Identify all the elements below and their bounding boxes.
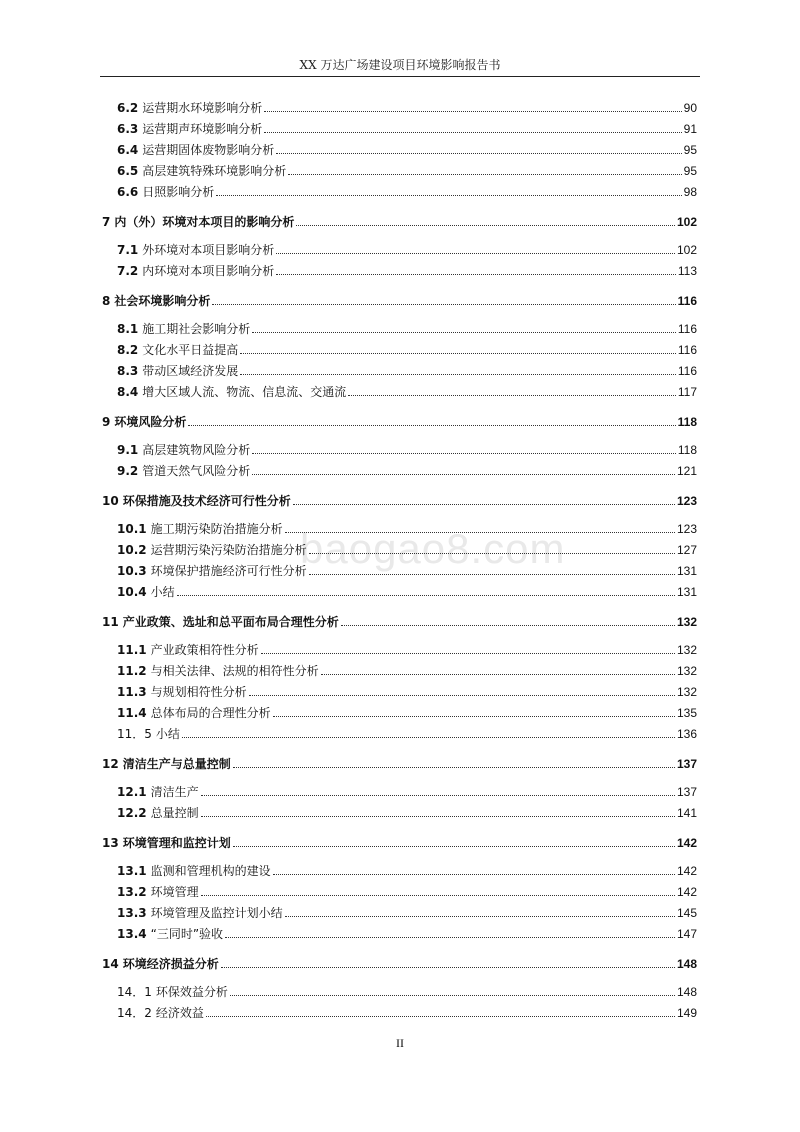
toc-leader-dots: [261, 653, 675, 654]
toc-entry-number: 11.3: [117, 685, 147, 699]
toc-entry-title: 施工期社会影响分析: [142, 322, 251, 336]
toc-leader-dots: [348, 395, 676, 396]
toc-entry-number: 11.2: [117, 664, 147, 678]
toc-section-entry[interactable]: [117, 981, 697, 999]
toc-leader-dots: [206, 1016, 675, 1017]
toc-entry-title: 监测和管理机构的建设: [150, 864, 271, 878]
toc-entry-number: 13.1: [117, 864, 147, 878]
toc-entry-title: 环境经济损益分析: [122, 957, 219, 971]
toc-entry-title: 文化水平日益提高: [142, 343, 239, 357]
toc-entry-page: 142: [676, 885, 697, 899]
toc-entry-number: 8.4: [117, 385, 139, 399]
toc-section-entry[interactable]: [117, 181, 697, 199]
toc-section-entry[interactable]: [117, 118, 697, 136]
toc-chapter-entry[interactable]: [102, 611, 697, 629]
toc-entry-number: 13.4: [117, 927, 147, 941]
toc-section-entry[interactable]: [117, 97, 697, 115]
toc-section-entry[interactable]: [117, 360, 697, 378]
toc-leader-dots: [341, 625, 675, 626]
toc-leader-dots: [212, 304, 675, 305]
toc-entry-page: 118: [677, 443, 697, 457]
toc-entry-number: 6.5: [117, 164, 139, 178]
toc-leader-dots: [321, 674, 675, 675]
toc-entry-page: 116: [677, 343, 697, 357]
toc-entry-page: 123: [676, 522, 697, 536]
toc-entry-page: 137: [676, 785, 697, 799]
page-header: XX 万达广场建设项目环境影响报告书: [299, 58, 501, 72]
toc-entry-number: 8.2: [117, 343, 139, 357]
toc-entry-page: 148: [676, 957, 697, 971]
toc-entry-number: 6.4: [117, 143, 139, 157]
toc-entry-page: 136: [676, 727, 697, 741]
toc-entry-page: 147: [676, 927, 697, 941]
toc-entry-number: 11: [102, 615, 119, 629]
toc-entry-title: 管道天然气风险分析: [142, 464, 251, 478]
toc-entry-title: 环境管理和监控计划: [122, 836, 231, 850]
toc-entry-number: 14．2: [117, 1006, 152, 1020]
toc-leader-dots: [273, 716, 675, 717]
toc-entry-title: 总量控制: [150, 806, 199, 820]
toc-entry-title: 增大区域人流、物流、信息流、交通流: [142, 385, 347, 399]
toc-leader-dots: [201, 795, 675, 796]
toc-leader-dots: [285, 916, 675, 917]
toc-section-entry[interactable]: [117, 381, 697, 399]
toc-entry-title: 与规划相符性分析: [150, 685, 247, 699]
toc-entry-number: 13.2: [117, 885, 147, 899]
toc-entry-title: 环境管理及监控计划小结: [150, 906, 283, 920]
toc-entry-title: 运营期污染污染防治措施分析: [150, 543, 307, 557]
toc-entry-page: 127: [676, 543, 697, 557]
toc-entry-number: 11．5: [117, 727, 152, 741]
toc-chapter-entry[interactable]: [102, 832, 697, 850]
toc-entry-title: 运营期声环境影响分析: [142, 122, 263, 136]
toc-entry-page: 123: [676, 494, 697, 508]
toc-entry-title: 外环境对本项目影响分析: [142, 243, 275, 257]
toc-entry-page: 102: [676, 243, 697, 257]
toc-leader-dots: [188, 425, 675, 426]
toc-leader-dots: [249, 695, 675, 696]
toc-entry-number: 6.2: [117, 101, 139, 115]
toc-entry-page: 132: [676, 685, 697, 699]
toc-leader-dots: [216, 195, 681, 196]
toc-entry-number: 11.1: [117, 643, 147, 657]
toc-section-entry[interactable]: [117, 660, 697, 678]
toc-section-entry[interactable]: [117, 518, 697, 536]
page-number: II: [396, 1036, 404, 1050]
toc-entry-page: 132: [676, 615, 697, 629]
toc-entry-page: 116: [677, 364, 697, 378]
toc-leader-dots: [273, 874, 675, 875]
toc-entry-number: 14: [102, 957, 119, 971]
toc-chapter-entry[interactable]: [102, 411, 697, 429]
toc-leader-dots: [252, 474, 675, 475]
toc-entry-title: 小结: [150, 585, 175, 599]
toc-entry-page: 116: [677, 322, 697, 336]
toc-entry-page: 131: [676, 585, 697, 599]
toc-entry-number: 8: [102, 294, 111, 308]
toc-entry-page: 95: [683, 164, 697, 178]
toc-section-entry[interactable]: [117, 781, 697, 799]
toc-entry-number: 10.1: [117, 522, 147, 536]
toc-leader-dots: [288, 174, 681, 175]
toc-entry-page: 116: [677, 294, 697, 308]
toc-entry-number: 9.2: [117, 464, 139, 478]
toc-chapter-entry[interactable]: [102, 290, 697, 308]
toc-entry-number: 13: [102, 836, 119, 850]
toc-leader-dots: [240, 374, 676, 375]
toc-entry-number: 10.3: [117, 564, 147, 578]
toc-leader-dots: [230, 995, 675, 996]
toc-entry-page: 132: [676, 664, 697, 678]
toc-section-entry[interactable]: [117, 723, 697, 741]
toc-entry-page: 142: [676, 864, 697, 878]
toc-leader-dots: [182, 737, 675, 738]
toc-entry-title: 内环境对本项目影响分析: [142, 264, 275, 278]
toc-entry-title: 高层建筑特殊环境影响分析: [142, 164, 287, 178]
toc-entry-page: 91: [683, 122, 697, 136]
toc-entry-number: 10: [102, 494, 119, 508]
toc-entry-number: 7: [102, 215, 111, 229]
toc-entry-title: 环境管理: [150, 885, 199, 899]
toc-section-entry[interactable]: [117, 902, 697, 920]
toc-entry-page: 148: [676, 985, 697, 999]
toc-chapter-entry[interactable]: [102, 490, 697, 508]
toc-entry-title: 经济效益: [155, 1006, 204, 1020]
toc-chapter-entry[interactable]: [102, 953, 697, 971]
toc-chapter-entry[interactable]: [102, 753, 697, 771]
toc-entry-number: 13.3: [117, 906, 147, 920]
watermark: baogao8.com: [300, 525, 566, 572]
toc-section-entry[interactable]: [117, 339, 697, 357]
toc-entry-number: 12.2: [117, 806, 147, 820]
toc-entry-page: 98: [683, 185, 697, 199]
toc-leader-dots: [201, 895, 675, 896]
toc-leader-dots: [233, 767, 675, 768]
toc-section-entry[interactable]: [117, 860, 697, 878]
toc-entry-title: 与相关法律、法规的相符性分析: [150, 664, 319, 678]
toc-entry-title: 日照影响分析: [142, 185, 215, 199]
toc-section-entry[interactable]: [117, 639, 697, 657]
toc-entry-page: 149: [676, 1006, 697, 1020]
toc-entry-title: 小结: [155, 727, 180, 741]
toc-entry-page: 102: [676, 215, 697, 229]
toc-entry-page: 117: [677, 385, 697, 399]
toc-entry-page: 90: [683, 101, 697, 115]
toc-entry-page: 135: [676, 706, 697, 720]
toc-section-entry[interactable]: [117, 539, 697, 557]
toc-chapter-entry[interactable]: [102, 211, 697, 229]
toc-leader-dots: [309, 574, 675, 575]
toc-entry-page: 121: [676, 464, 697, 478]
toc-section-entry[interactable]: [117, 702, 697, 720]
toc-entry-number: 8.1: [117, 322, 139, 336]
toc-entry-page: 142: [676, 836, 697, 850]
toc-entry-page: 95: [683, 143, 697, 157]
toc-entry-number: 7.1: [117, 243, 139, 257]
toc-entry-page: 137: [676, 757, 697, 771]
toc-leader-dots: [296, 225, 675, 226]
toc-entry-title: 内（外）环境对本项目的影响分析: [114, 215, 295, 229]
toc-leader-dots: [252, 453, 676, 454]
toc-section-entry[interactable]: [117, 139, 697, 157]
toc-section-entry[interactable]: [117, 318, 697, 336]
toc-leader-dots: [276, 253, 675, 254]
toc-leader-dots: [276, 274, 676, 275]
toc-leader-dots: [293, 504, 675, 505]
toc-entry-title: 运营期水环境影响分析: [142, 101, 263, 115]
toc-leader-dots: [264, 132, 681, 133]
toc-leader-dots: [276, 153, 681, 154]
toc-section-entry[interactable]: [117, 460, 697, 478]
toc-entry-title: 总体布局的合理性分析: [150, 706, 271, 720]
toc-entry-page: 145: [676, 906, 697, 920]
toc-leader-dots: [225, 937, 675, 938]
toc-section-entry[interactable]: [117, 160, 697, 178]
toc-leader-dots: [201, 816, 675, 817]
toc-entry-page: 132: [676, 643, 697, 657]
toc-entry-number: 7.2: [117, 264, 139, 278]
toc-entry-number: 11.4: [117, 706, 147, 720]
toc-leader-dots: [177, 595, 675, 596]
toc-entry-number: 12.1: [117, 785, 147, 799]
toc-entry-title: “三同时”验收: [150, 927, 224, 941]
toc-entry-page: 118: [677, 415, 697, 429]
toc-section-entry[interactable]: [117, 260, 697, 278]
toc-section-entry[interactable]: [117, 560, 697, 578]
toc-entry-page: 131: [676, 564, 697, 578]
toc-leader-dots: [285, 532, 675, 533]
toc-entry-page: 141: [676, 806, 697, 820]
toc-entry-title: 环境风险分析: [114, 415, 187, 429]
toc-section-entry[interactable]: [117, 681, 697, 699]
toc-entry-number: 10.4: [117, 585, 147, 599]
toc-entry-number: 6.3: [117, 122, 139, 136]
toc-entry-title: 清洁生产: [150, 785, 199, 799]
toc-leader-dots: [264, 111, 681, 112]
toc-entry-title: 环保措施及技术经济可行性分析: [122, 494, 291, 508]
toc-section-entry[interactable]: [117, 881, 697, 899]
toc-entry-title: 产业政策、选址和总平面布局合理性分析: [122, 615, 339, 629]
toc-section-entry[interactable]: [117, 923, 697, 941]
toc-leader-dots: [252, 332, 676, 333]
toc-entry-number: 12: [102, 757, 119, 771]
toc-leader-dots: [240, 353, 676, 354]
toc-entry-title: 清洁生产与总量控制: [122, 757, 231, 771]
toc-section-entry[interactable]: [117, 802, 697, 820]
toc-section-entry[interactable]: [117, 439, 697, 457]
toc-section-entry[interactable]: [117, 239, 697, 257]
toc-entry-number: 10.2: [117, 543, 147, 557]
toc-entry-title: 施工期污染防治措施分析: [150, 522, 283, 536]
toc-entry-number: 8.3: [117, 364, 139, 378]
toc-entry-title: 带动区域经济发展: [142, 364, 239, 378]
toc-leader-dots: [309, 553, 675, 554]
toc-leader-dots: [233, 846, 675, 847]
toc-entry-page: 113: [677, 264, 697, 278]
toc-entry-number: 9: [102, 415, 111, 429]
toc-entry-title: 产业政策相符性分析: [150, 643, 259, 657]
toc-entry-title: 环保效益分析: [155, 985, 228, 999]
toc-section-entry[interactable]: [117, 581, 697, 599]
toc-entry-title: 环境保护措施经济可行性分析: [150, 564, 307, 578]
toc-entry-number: 9.1: [117, 443, 139, 457]
toc-entry-title: 高层建筑物风险分析: [142, 443, 251, 457]
toc-section-entry[interactable]: [117, 1002, 697, 1020]
toc-entry-title: 社会环境影响分析: [114, 294, 211, 308]
toc-entry-number: 6.6: [117, 185, 139, 199]
toc-entry-title: 运营期固体废物影响分析: [142, 143, 275, 157]
toc-leader-dots: [221, 967, 675, 968]
toc-entry-number: 14．1: [117, 985, 152, 999]
